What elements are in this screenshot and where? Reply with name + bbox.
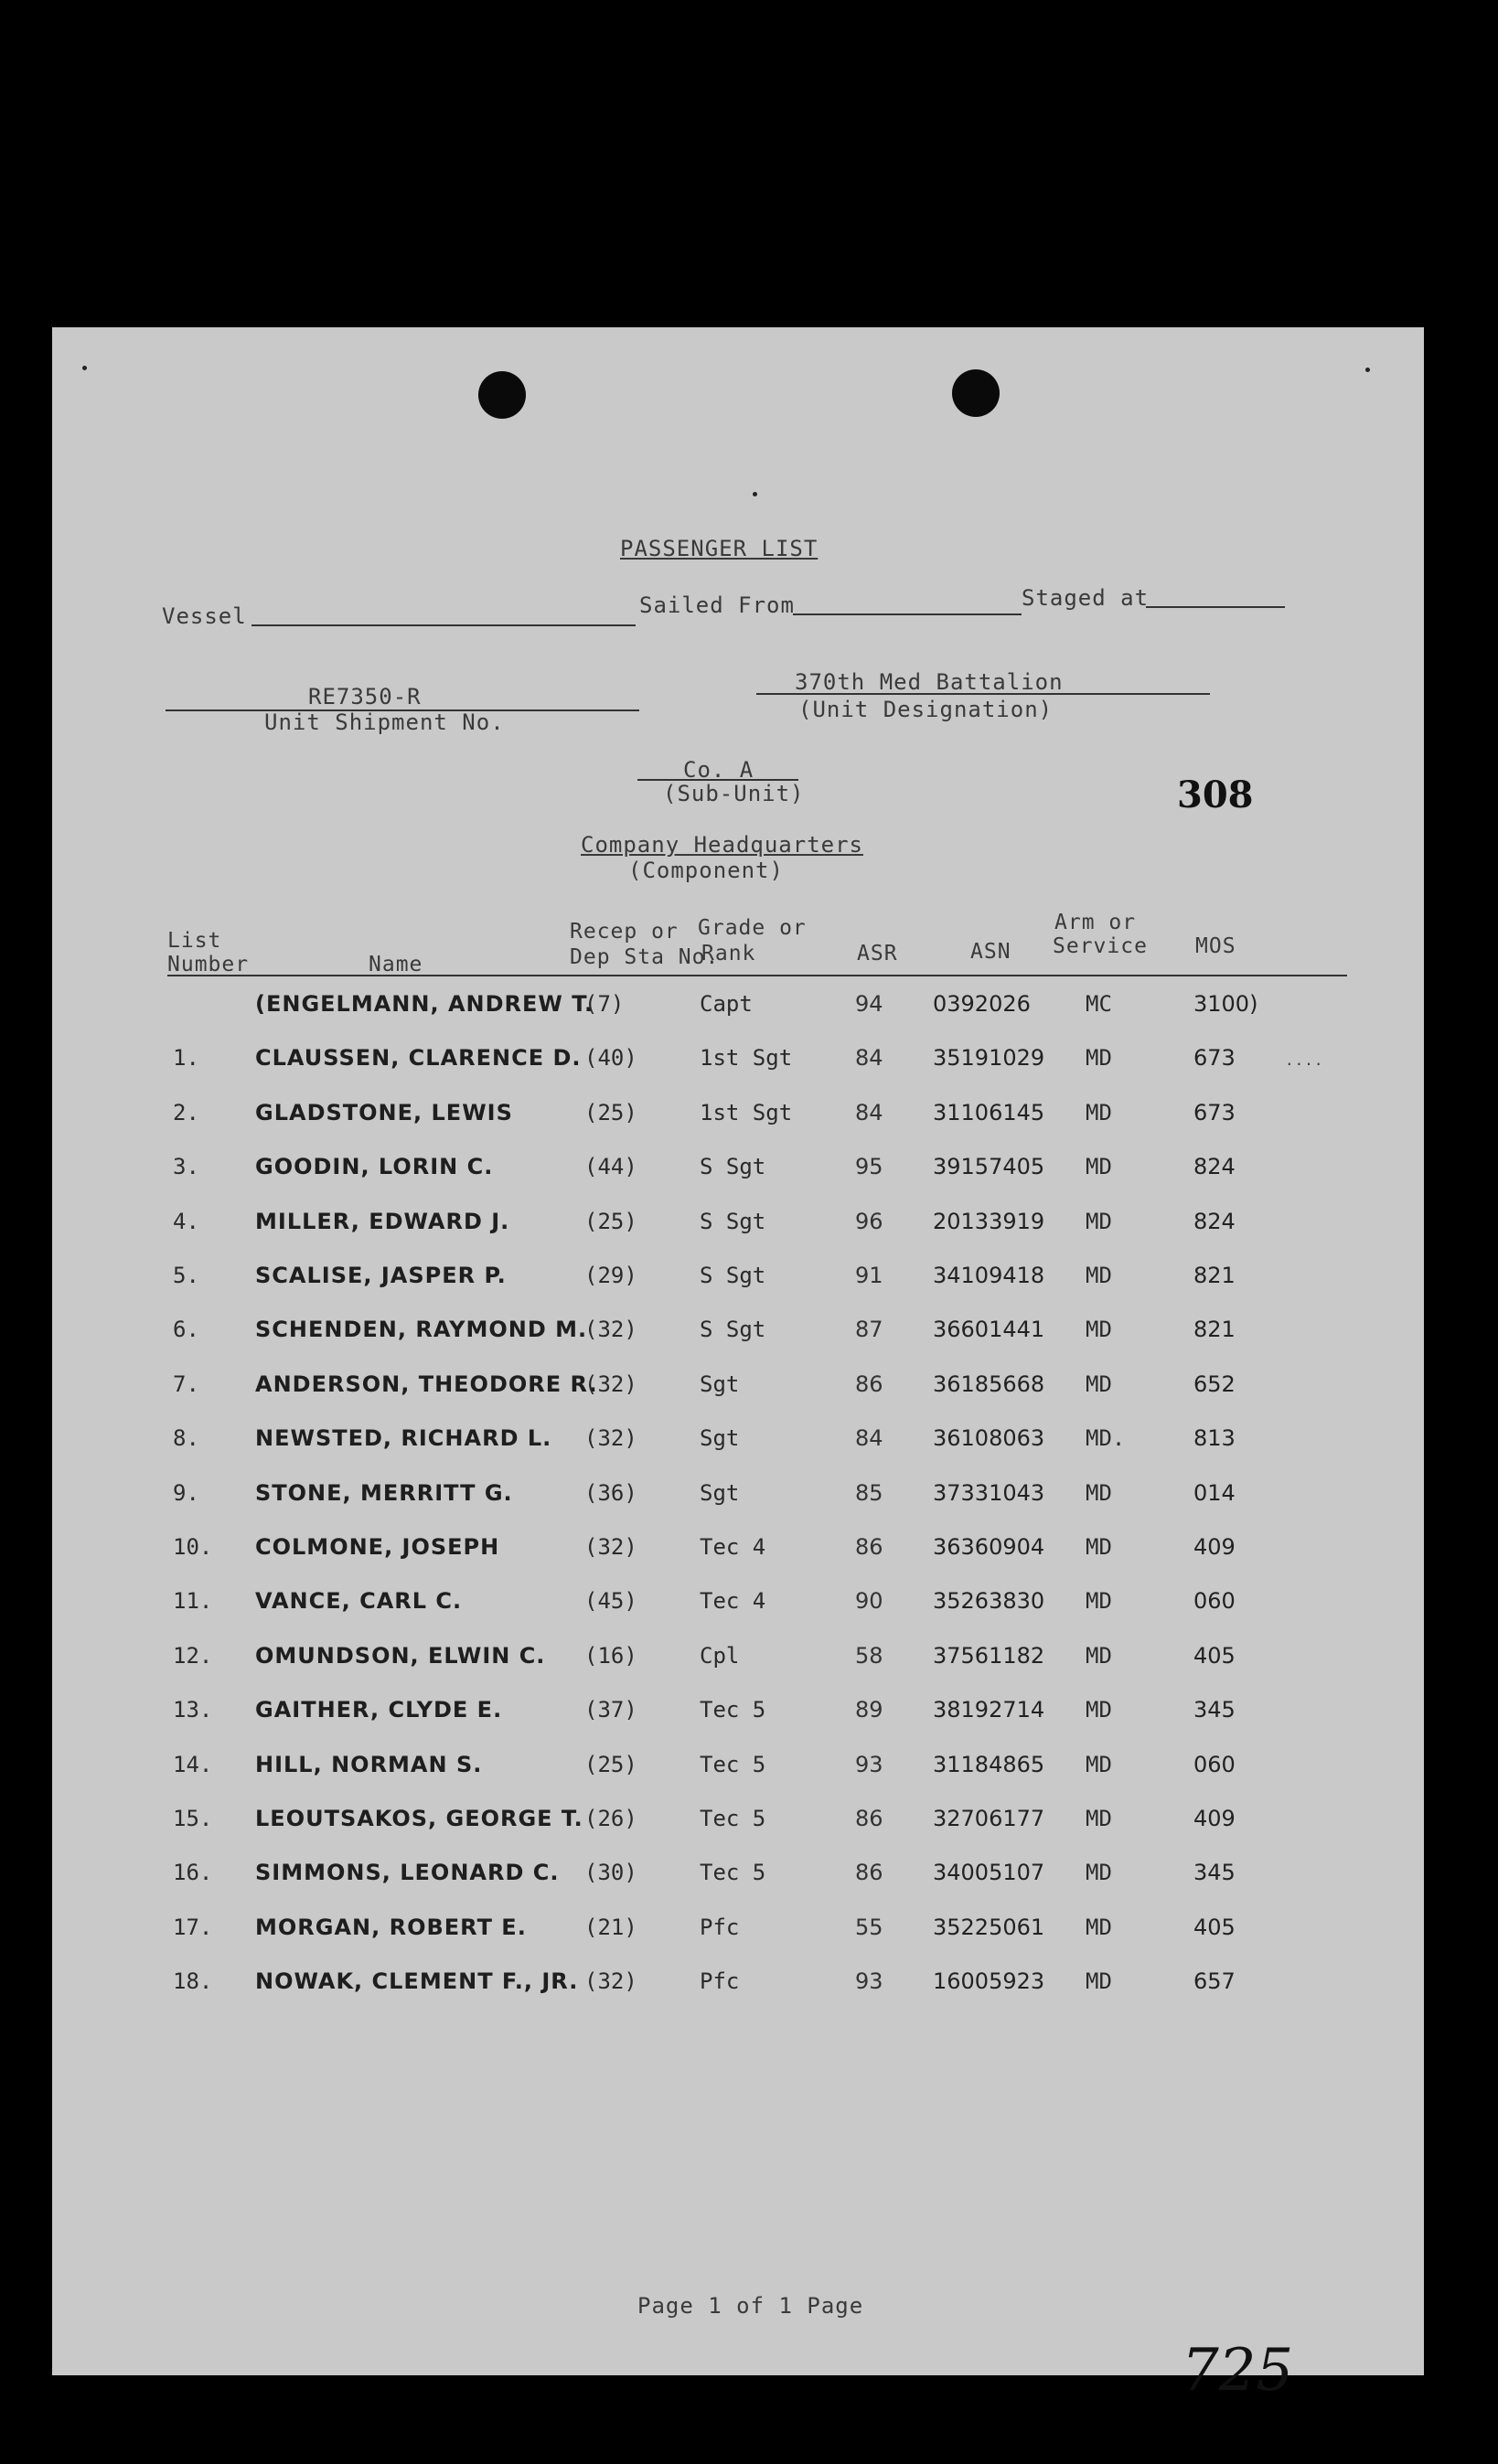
table-row	[52, 1588, 1424, 1625]
vessel-label: Vessel	[162, 603, 247, 629]
cell-recep: (36)	[584, 1479, 637, 1506]
cell-arm: MD	[1086, 1588, 1112, 1615]
cell-asr: 87	[855, 1317, 883, 1343]
cell-num: 9.	[173, 1479, 199, 1506]
cell-mos: 060	[1193, 1588, 1236, 1615]
cell-asr: 84	[855, 1045, 883, 1072]
cell-num: 6.	[173, 1317, 199, 1343]
cell-recep: (40)	[584, 1045, 637, 1072]
cell-arm: MD	[1086, 1045, 1112, 1072]
cell-asn: 31184865	[933, 1751, 1045, 1777]
cell-name: SCALISE, JASPER P.	[255, 1263, 507, 1288]
cell-arm: MD	[1086, 1263, 1112, 1288]
cell-num: 13.	[173, 1697, 213, 1723]
cell-recep: (25)	[584, 1208, 637, 1234]
cell-recep: (25)	[584, 1099, 637, 1125]
unit-designation-label: (Unit Designation)	[798, 697, 1054, 722]
col-header-asn: ASN	[970, 940, 1011, 964]
cell-recep: (32)	[584, 1371, 637, 1397]
col-header-arm-2: Service	[1053, 934, 1148, 958]
cell-asn: 0392026	[933, 991, 1031, 1017]
cell-recep: (29)	[584, 1263, 637, 1288]
cell-asr: 84	[855, 1425, 883, 1452]
table-row	[52, 1045, 1424, 1082]
cell-name: GOODIN, LORIN C.	[255, 1154, 494, 1180]
cell-name: OMUNDSON, ELWIN C.	[255, 1642, 546, 1669]
cell-grade: Cpl	[700, 1642, 740, 1669]
cell-grade: S Sgt	[700, 1317, 766, 1343]
cell-mos: 405	[1193, 1914, 1236, 1940]
unit-shipment-number: RE7350-R	[308, 684, 422, 709]
cell-asr: 94	[855, 991, 883, 1017]
cell-grade: S Sgt	[700, 1263, 766, 1288]
cell-mos: 060	[1193, 1751, 1236, 1777]
cell-arm: MD	[1086, 1968, 1112, 1995]
cell-arm: MD	[1086, 1208, 1112, 1234]
cell-num: 5.	[173, 1263, 199, 1288]
cell-grade: Tec 4	[700, 1588, 766, 1615]
cell-name: COLMONE, JOSEPH	[255, 1534, 500, 1560]
cell-asn: 35191029	[933, 1045, 1045, 1072]
cell-mos: 824	[1193, 1154, 1236, 1180]
cell-recep: (32)	[584, 1534, 637, 1560]
cell-grade: Sgt	[700, 1371, 740, 1397]
cell-asn: 34109418	[933, 1263, 1045, 1288]
col-header-recep-1: Recep or	[570, 920, 679, 944]
cell-asn: 36185668	[933, 1371, 1045, 1397]
col-header-number: Number	[167, 953, 250, 976]
sheet-number: 308	[1177, 773, 1254, 816]
page-title: PASSENGER LIST	[620, 536, 819, 561]
cell-recep: (32)	[584, 1317, 637, 1343]
cell-name: GAITHER, CLYDE E.	[255, 1697, 503, 1723]
cell-asn: 37561182	[933, 1642, 1045, 1669]
cell-num: 14.	[173, 1751, 213, 1777]
cell-mos: 345	[1193, 1860, 1236, 1886]
component: Company Headquarters	[581, 832, 863, 858]
cell-grade: Tec 4	[700, 1534, 766, 1560]
cell-grade: 1st Sgt	[700, 1099, 793, 1125]
cell-asr: 86	[855, 1534, 883, 1560]
cell-asn: 34005107	[933, 1860, 1045, 1886]
handwritten-number: 725	[1182, 2337, 1294, 2405]
cell-recep: (45)	[584, 1588, 637, 1615]
cell-arm: MD	[1086, 1534, 1112, 1560]
staged-at-label: Staged at	[1022, 585, 1150, 611]
table-row	[52, 991, 1424, 1028]
cell-asn: 16005923	[933, 1968, 1045, 1995]
cell-asn: 39157405	[933, 1154, 1045, 1180]
cell-asr: 93	[855, 1751, 883, 1777]
cell-name: HILL, NORMAN S.	[255, 1751, 483, 1777]
cell-recep: (44)	[584, 1154, 637, 1180]
table-row	[52, 1968, 1424, 2005]
cell-name: LEOUTSAKOS, GEORGE T.	[255, 1806, 583, 1831]
cell-mos: 014	[1193, 1479, 1236, 1506]
speck	[753, 492, 757, 496]
cell-name: NOWAK, CLEMENT F., JR.	[255, 1968, 579, 1995]
punch-hole-right	[952, 369, 1000, 417]
cell-recep: (25)	[584, 1751, 637, 1777]
cell-asn: 38192714	[933, 1697, 1045, 1723]
table-row	[52, 1752, 1424, 1788]
cell-recep: (7)	[584, 991, 625, 1017]
cell-grade: Pfc	[700, 1914, 740, 1940]
cell-recep: (32)	[584, 1968, 637, 1995]
cell-mos: 657	[1193, 1968, 1236, 1995]
cell-num: 16.	[173, 1860, 213, 1886]
cell-grade: S Sgt	[700, 1208, 766, 1234]
cell-asn: 36601441	[933, 1317, 1045, 1343]
cell-arm: MD	[1086, 1317, 1112, 1343]
cell-asn: 36360904	[933, 1534, 1045, 1560]
cell-asr: 85	[855, 1479, 883, 1506]
cell-asn: 32706177	[933, 1806, 1045, 1831]
table-row	[52, 1317, 1424, 1353]
document-sheet	[52, 327, 1424, 2375]
cell-recep: (30)	[584, 1860, 637, 1886]
cell-asr: 86	[855, 1806, 883, 1831]
unit-designation-line	[756, 693, 1210, 695]
cell-mos: 345	[1193, 1697, 1236, 1723]
table-row	[52, 1806, 1424, 1842]
cell-grade: Pfc	[700, 1968, 740, 1995]
cell-name: SCHENDEN, RAYMOND M.	[255, 1317, 588, 1343]
cell-name: STONE, MERRITT G.	[255, 1479, 513, 1506]
cell-arm: MD	[1086, 1642, 1112, 1669]
cell-arm: MD.	[1086, 1425, 1126, 1452]
cell-arm: MD	[1086, 1099, 1112, 1125]
cell-asn: 31106145	[933, 1099, 1045, 1125]
cell-arm: MD	[1086, 1697, 1112, 1723]
cell-grade: Tec 5	[700, 1806, 766, 1831]
table-row	[52, 1643, 1424, 1680]
unit-designation: 370th Med Battalion	[795, 669, 1064, 695]
col-header-asr: ASR	[857, 942, 898, 965]
component-label: (Component)	[628, 858, 784, 883]
sailed-from-field-line	[793, 613, 1022, 615]
cell-arm: MD	[1086, 1371, 1112, 1397]
cell-arm: MD	[1086, 1914, 1112, 1940]
cell-recep: (32)	[584, 1425, 637, 1452]
cell-num: 1.	[173, 1045, 199, 1072]
cell-asr: 89	[855, 1697, 883, 1723]
cell-num: 18.	[173, 1968, 213, 1995]
cell-grade: Sgt	[700, 1425, 740, 1452]
table-row	[52, 1100, 1424, 1136]
speck	[82, 366, 87, 370]
cell-arm: MD	[1086, 1479, 1112, 1506]
cell-asn: 20133919	[933, 1208, 1045, 1234]
table-row	[52, 1263, 1424, 1299]
cell-mos: 821	[1193, 1317, 1236, 1343]
cell-asr: 90	[855, 1588, 883, 1615]
cell-grade: Sgt	[700, 1479, 740, 1506]
col-header-mos: MOS	[1195, 934, 1236, 958]
speck	[1365, 368, 1370, 372]
table-row	[52, 1697, 1424, 1733]
cell-arm: MD	[1086, 1860, 1112, 1886]
unit-shipment-label: Unit Shipment No.	[264, 709, 505, 735]
cell-mos: 3100)	[1193, 991, 1258, 1017]
cell-recep: (26)	[584, 1806, 637, 1831]
cell-asr: 86	[855, 1860, 883, 1886]
cell-mos: 673	[1193, 1099, 1236, 1125]
table-row	[52, 1534, 1424, 1571]
cell-asn: 35225061	[933, 1914, 1045, 1940]
cell-num: 7.	[173, 1371, 199, 1397]
cell-asr: 91	[855, 1263, 883, 1288]
cell-mos: 409	[1193, 1534, 1236, 1560]
cell-num: 8.	[173, 1425, 199, 1452]
punch-hole-left	[478, 371, 526, 419]
col-header-grade-1: Grade or	[698, 916, 807, 940]
cell-num: 11.	[173, 1588, 213, 1615]
cell-num: 12.	[173, 1642, 213, 1669]
cell-name: (ENGELMANN, ANDREW T.	[255, 991, 594, 1017]
vessel-field-line	[251, 624, 636, 626]
cell-asr: 86	[855, 1371, 883, 1397]
cell-asn: 36108063	[933, 1425, 1045, 1452]
col-header-arm-1: Arm or	[1054, 911, 1137, 934]
cell-asr: 96	[855, 1208, 883, 1234]
cell-asr: 95	[855, 1154, 883, 1180]
cell-num: 17.	[173, 1914, 213, 1940]
cell-mos: 824	[1193, 1208, 1236, 1234]
cell-mos: 813	[1193, 1425, 1236, 1452]
table-row	[52, 1154, 1424, 1190]
cell-name: NEWSTED, RICHARD L.	[255, 1425, 552, 1452]
table-row	[52, 1425, 1424, 1462]
cell-mos: 409	[1193, 1806, 1236, 1831]
cell-name: ANDERSON, THEODORE R.	[255, 1371, 598, 1397]
cell-num: 2.	[173, 1099, 199, 1125]
cell-mos: 673	[1193, 1045, 1236, 1072]
cell-asr: 55	[855, 1914, 883, 1940]
sub-unit-label: (Sub-Unit)	[663, 781, 805, 806]
cell-recep: (21)	[584, 1914, 637, 1940]
sailed-from-label: Sailed From	[639, 592, 795, 618]
table-row	[52, 1209, 1424, 1245]
table-row	[52, 1860, 1424, 1896]
cell-grade: Tec 5	[700, 1860, 766, 1886]
cell-grade: 1st Sgt	[700, 1045, 793, 1072]
cell-name: GLADSTONE, LEWIS	[255, 1099, 513, 1125]
cell-grade: S Sgt	[700, 1154, 766, 1180]
cell-asr: 84	[855, 1099, 883, 1125]
cell-name: MILLER, EDWARD J.	[255, 1208, 510, 1234]
cell-mos: 405	[1193, 1642, 1236, 1669]
cell-asr: 93	[855, 1968, 883, 1995]
cell-name: SIMMONS, LEONARD C.	[255, 1860, 560, 1886]
cell-asn: 35263830	[933, 1588, 1045, 1615]
table-row	[52, 1371, 1424, 1408]
cell-grade: Tec 5	[700, 1697, 766, 1723]
cell-grade: Tec 5	[700, 1751, 766, 1777]
cell-name: CLAUSSEN, CLARENCE D.	[255, 1045, 582, 1072]
table-row	[52, 1480, 1424, 1517]
cell-name: MORGAN, ROBERT E.	[255, 1914, 527, 1940]
cell-arm: MD	[1086, 1806, 1112, 1831]
cell-num: 4.	[173, 1208, 199, 1234]
staged-at-field-line	[1146, 606, 1285, 608]
cell-grade: Capt	[700, 991, 753, 1017]
margin-mark: ....	[1285, 1051, 1324, 1069]
cell-name: VANCE, CARL C.	[255, 1588, 463, 1615]
cell-num: 10.	[173, 1534, 213, 1560]
col-header-recep-2: Dep Sta No.	[570, 945, 720, 969]
col-header-grade-2: Rank	[701, 942, 756, 965]
header-rule	[167, 975, 1347, 976]
table-row	[52, 1915, 1424, 1951]
cell-recep: (16)	[584, 1642, 637, 1669]
col-header-name: Name	[369, 953, 423, 976]
cell-arm: MD	[1086, 1751, 1112, 1777]
cell-asn: 37331043	[933, 1479, 1045, 1506]
cell-mos: 821	[1193, 1263, 1236, 1288]
sub-unit: Co. A	[683, 757, 754, 783]
cell-asr: 58	[855, 1642, 883, 1669]
cell-arm: MC	[1086, 991, 1112, 1017]
col-header-list: List	[167, 929, 222, 953]
cell-num: 3.	[173, 1154, 199, 1180]
cell-mos: 652	[1193, 1371, 1236, 1397]
page-footer: Page 1 of 1 Page	[637, 2293, 864, 2319]
cell-recep: (37)	[584, 1697, 637, 1723]
cell-arm: MD	[1086, 1154, 1112, 1180]
cell-num: 15.	[173, 1806, 213, 1831]
